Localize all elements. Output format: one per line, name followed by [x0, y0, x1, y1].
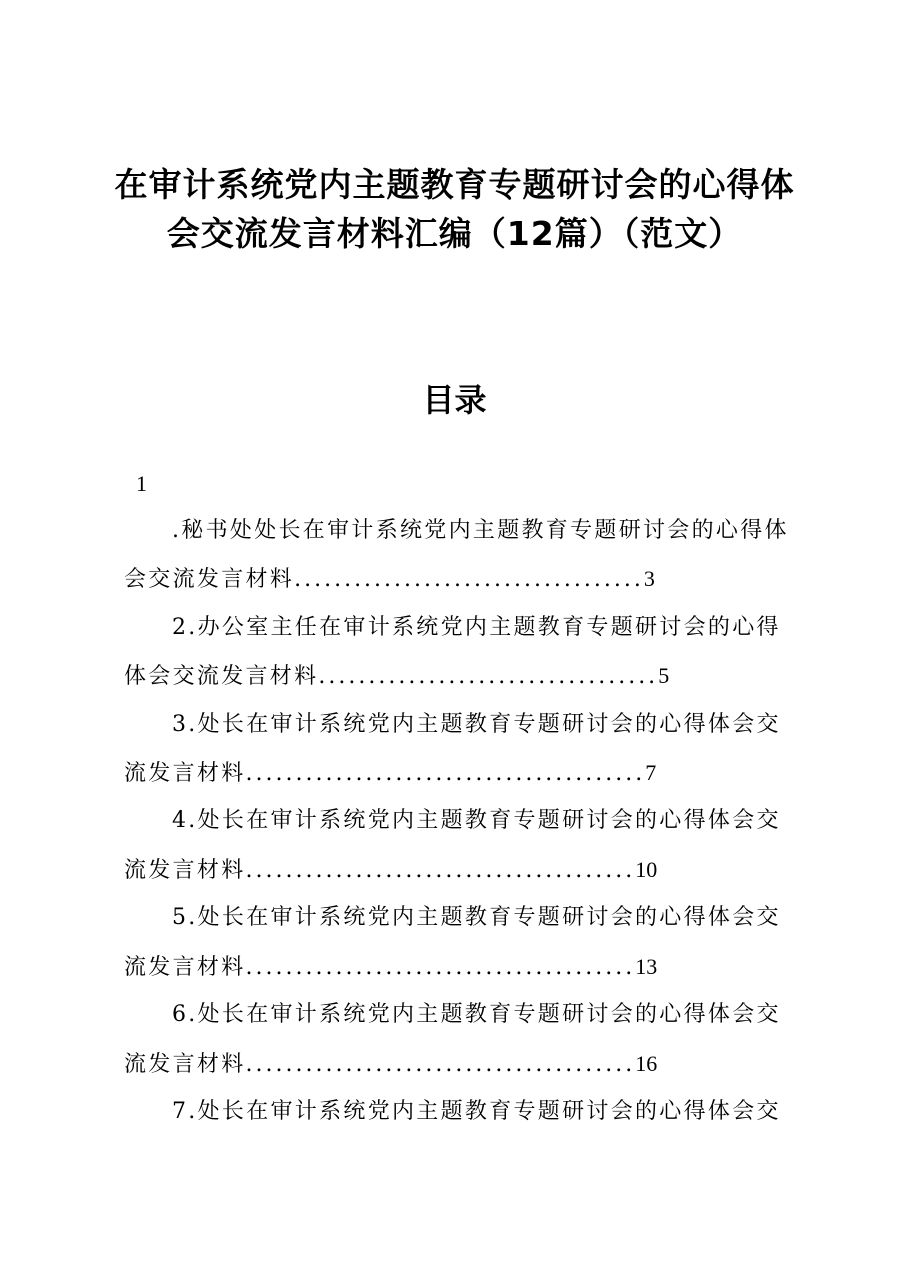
toc-entry-1-line-1: .秘书处处长在审计系统党内主题教育专题研讨会的心得体 — [172, 518, 789, 543]
toc-entry-title: 流发言材料 — [124, 761, 246, 786]
toc-entry-6-line-1: 6.处长在审计系统党内主题教育专题研讨会的心得体会交 — [172, 1002, 781, 1027]
toc-entry-3-line-1: 3.处长在审计系统党内主题教育专题研讨会的心得体会交 — [172, 712, 781, 737]
toc-entry-title: 流发言材料 — [124, 955, 246, 980]
toc-leader-dots: ................................... — [294, 567, 644, 592]
toc-page-number: 7 — [645, 760, 657, 785]
document-title-line-2: 会交流发言材料汇编（12篇）（范文） — [166, 214, 743, 253]
toc-entry-title: 会交流发言材料 — [124, 567, 295, 592]
toc-entry-4-line-1: 4.处长在审计系统党内主题教育专题研讨会的心得体会交 — [172, 808, 781, 833]
toc-entry-3-line-2 — [124, 758, 656, 789]
toc-leader-dots: ....................................... — [245, 858, 636, 883]
toc-entry-5-line-1: 5.处长在审计系统党内主题教育专题研讨会的心得体会交 — [172, 905, 781, 930]
toc-page-number: 10 — [635, 857, 658, 882]
toc-entry-5-line-2 — [124, 952, 657, 983]
document-title-line-1: 在审计系统党内主题教育专题研讨会的心得体 — [114, 165, 795, 204]
toc-entry-title: 流发言材料 — [124, 1052, 246, 1077]
toc-entry-4-line-2 — [124, 855, 657, 886]
toc-page-number: 16 — [635, 1051, 658, 1076]
toc-entry-title: 体会交流发言材料 — [124, 664, 319, 689]
toc-leader-dots: ....................................... — [245, 1052, 636, 1077]
toc-leader-dots: ....................................... — [245, 955, 636, 980]
toc-heading: 目录 — [422, 381, 487, 419]
toc-page-number: 5 — [658, 663, 670, 688]
toc-entry-6-line-2 — [124, 1049, 657, 1080]
stray-number: 1 — [136, 471, 147, 496]
toc-entry-1-line-2 — [124, 564, 655, 595]
toc-entry-7-line-1: 7.处长在审计系统党内主题教育专题研讨会的心得体会交 — [172, 1099, 781, 1124]
toc-page-number: 13 — [635, 954, 658, 979]
toc-entry-2-line-2 — [124, 661, 669, 692]
toc-page-number: 3 — [643, 566, 655, 591]
toc-leader-dots: ........................................ — [245, 761, 646, 786]
toc-entry-2-line-1: 2.办公室主任在审计系统党内主题教育专题研讨会的心得 — [172, 615, 781, 640]
toc-entry-title: 流发言材料 — [124, 858, 246, 883]
toc-leader-dots: .................................. — [318, 664, 659, 689]
